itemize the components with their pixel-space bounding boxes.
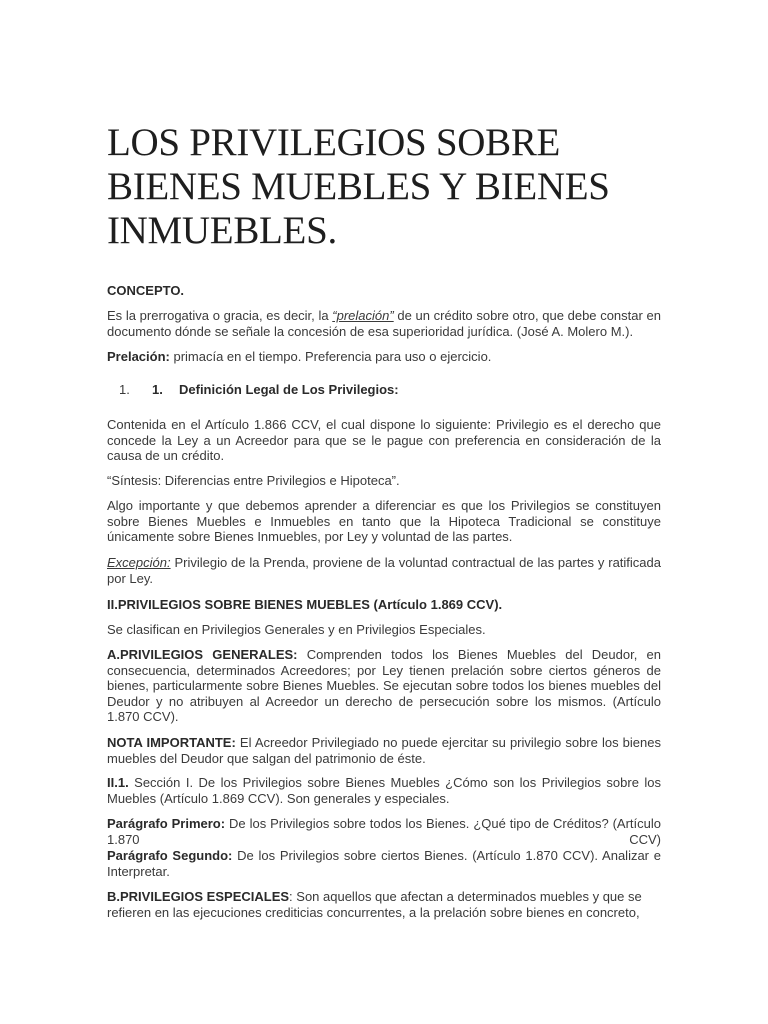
- section-heading-ii: II.PRIVILEGIOS SOBRE BIENES MUEBLES (Artículo 1.869 CCV).: [107, 597, 503, 612]
- prelacion-link[interactable]: “prelación”: [332, 308, 394, 323]
- paragraph-seccion-i: II.1. Sección I. De los Privilegios sobre Bienes Muebles ¿Cómo son los Privilegios sobre los Muebles (Artículo 1.869 CCV). Son generales y especiales.: [107, 775, 661, 806]
- paragraph-diferencias: Algo importante y que debemos aprender a diferenciar es que los Privilegios se constituyen sobre Bienes Muebles e Inmuebles en tanto que la Hipoteca Tradicional se constituye únicamente sobre Bienes Inmuebles, por Ley y voluntad de las partes.: [107, 498, 661, 544]
- paragraph-concepto: Es la prerrogativa o gracia, es decir, la “prelación” de un crédito sobre otro, que debe constar en documento dónde se señale la concesión de esa superioridad jurídica. (José A. Molero M.).: [107, 308, 661, 339]
- document-title: LOS PRIVILEGIOS SOBRE BIENES MUEBLES Y BIENES INMUEBLES.: [107, 121, 610, 252]
- paragraph-paragrafo-primero: Parágrafo Primero: De los Privilegios sobre todos los Bienes. ¿Qué tipo de Créditos? (Artículo 1.870 CCV): [107, 816, 662, 847]
- concepto-heading: CONCEPTO.: [107, 283, 185, 298]
- paragraph-generales: A.PRIVILEGIOS GENERALES: Comprenden todos los Bienes Muebles del Deudor, en consecuencia, determinados Acreedores; por Ley tienen prelación sobre ciertos géneros de bienes, particularmente sobre Bienes Muebles. Se ejecutan sobre todos los bienes muebles del Deudor y no atribuyen al Acreedor un derecho de persecución sobre los mismos. (Artículo 1.870 CCV).: [107, 647, 661, 724]
- paragraph-prelacion: Prelación: primacía en el tiempo. Preferencia para uso o ejercicio.: [107, 349, 492, 364]
- list-item-heading: Definición Legal de Los Privilegios:: [179, 382, 399, 397]
- paragraph-clasificacion: Se clasifican en Privilegios Generales y en Privilegios Especiales.: [107, 622, 486, 637]
- paragraph-sintesis: “Síntesis: Diferencias entre Privilegios e Hipoteca”.: [107, 473, 400, 488]
- paragraph-nota: NOTA IMPORTANTE: El Acreedor Privilegiado no puede ejercitar su privilegio sobre los bienes muebles del Deudor que salgan del patrimonio de éste.: [107, 735, 661, 766]
- paragraph-paragrafo-segundo: Parágrafo Segundo: De los Privilegios sobre ciertos Bienes. (Artículo 1.870 CCV). Analizar e Interpretar.: [107, 848, 661, 879]
- list-outer-number: 1.: [119, 382, 130, 397]
- paragraph-excepcion: Excepción: Privilegio de la Prenda, proviene de la voluntad contractual de las partes y ratificada por Ley.: [107, 555, 661, 586]
- paragraph-definicion: Contenida en el Artículo 1.866 CCV, el cual dispone lo siguiente: Privilegio es el derecho que concede la Ley a un Acreedor para que se le pague con preferencia en consideración de la causa de un crédito.: [107, 417, 661, 463]
- paragraph-especiales: B.PRIVILEGIOS ESPECIALES: Son aquellos que afectan a determinados muebles y que se refieren en las ejecuciones crediticias concurrentes, a la prelación sobre bienes en concreto,: [107, 889, 642, 920]
- list-inner-number: 1.: [152, 382, 163, 397]
- excepcion-link[interactable]: Excepción:: [107, 555, 171, 570]
